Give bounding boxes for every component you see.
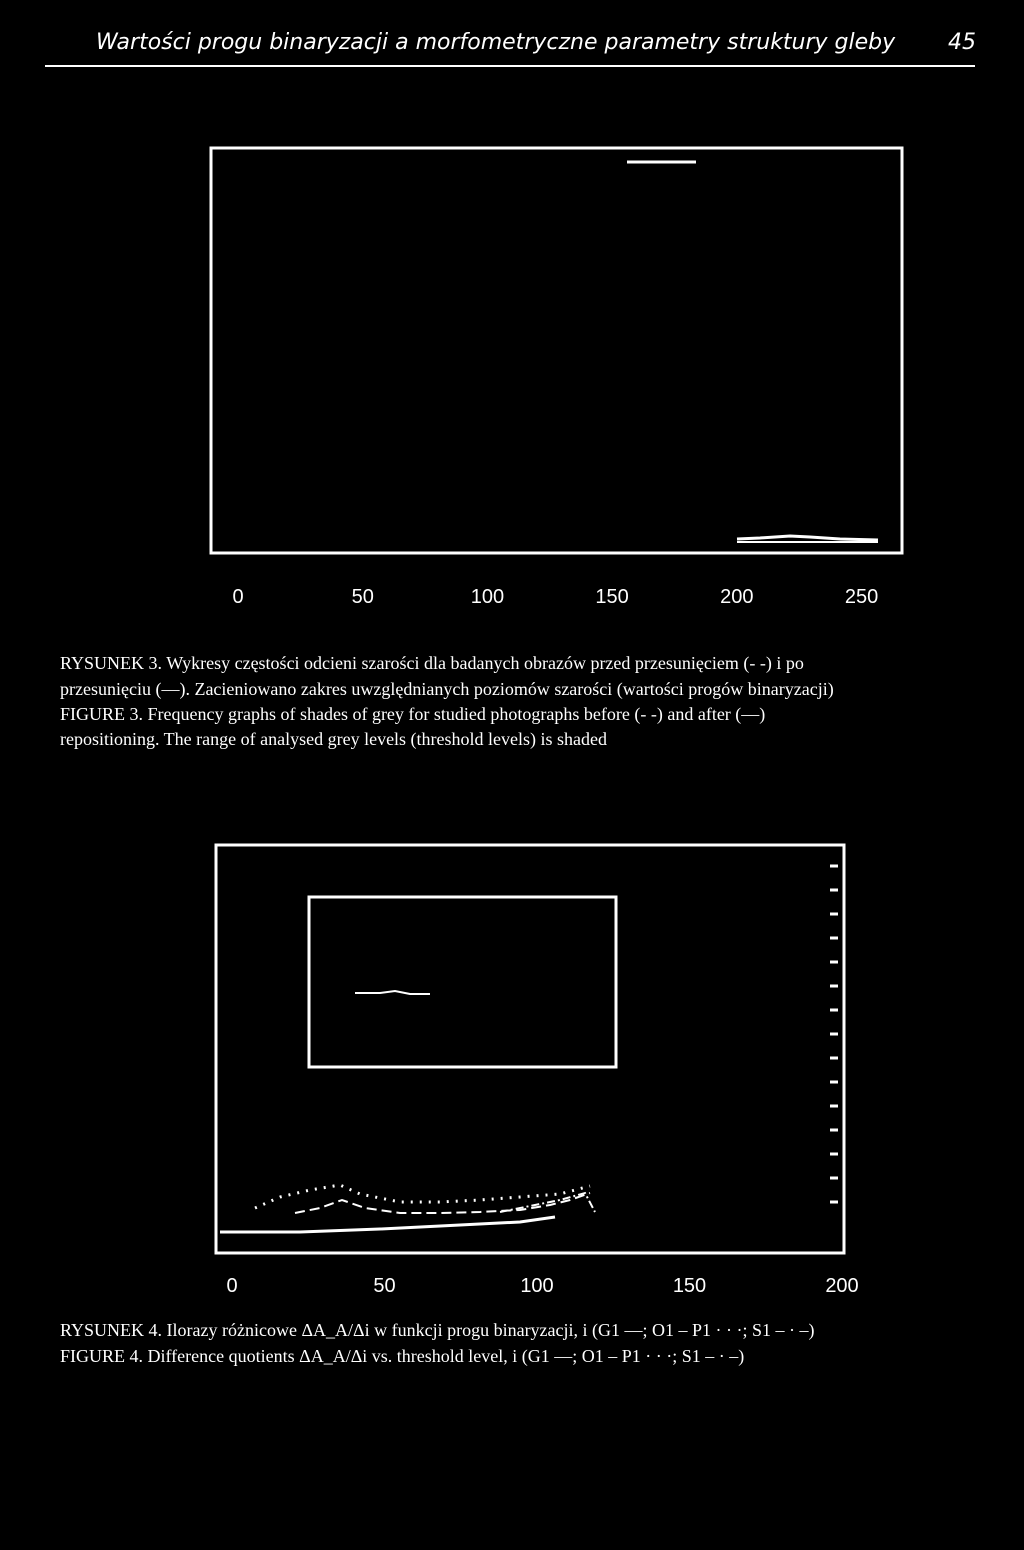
fig4-series-g1 — [220, 1217, 555, 1232]
fig4-tick-label-0: 0 — [226, 1275, 238, 1297]
fig3-bottom-trace — [737, 536, 878, 540]
fig3-tick-label-1: 50 — [351, 586, 374, 608]
fig3-tick-label-4: 200 — [720, 586, 754, 608]
fig4-series-p1 — [255, 1185, 590, 1208]
fig4-x-ticks — [226, 1275, 858, 1297]
fig4-tick-label-3: 150 — [672, 1275, 707, 1297]
fig3-plot-frame — [211, 148, 902, 553]
fig4-caption-pl: RYSUNEK 4. Ilorazy różnicowe ΔA_A/Δi w funkcji progu binaryzacji, i (G1 —; O1 – P1 · · ·; S1 – · –) — [60, 1320, 815, 1340]
page-number: 45 — [948, 30, 976, 55]
fig3-tick-label-5: 250 — [844, 586, 879, 608]
fig4-tick-label-2: 100 — [520, 1275, 554, 1297]
running-title: Wartości progu binaryzacji a morfometryczne parametry struktury gleby — [96, 30, 896, 55]
fig3-tick-label-0: 0 — [232, 586, 244, 608]
fig4-tick-label-4: 200 — [825, 1275, 859, 1297]
fig4-tick-label-1: 50 — [373, 1275, 396, 1297]
fig3-tick-label-3: 150 — [595, 586, 629, 608]
fig4-right-tick-marks — [830, 866, 838, 1202]
fig4-inset-frame — [309, 897, 616, 1067]
fig3-caption-pl-2: przesunięciu (—). Zacieniowano zakres uwzględnianych poziomów szarości (wartości progów binaryzacji) — [60, 679, 834, 699]
fig3-x-ticks — [232, 586, 878, 608]
fig4-inset-trace — [355, 991, 430, 994]
fig4-caption-en: FIGURE 4. Difference quotients ΔA_A/Δi vs. threshold level, i (G1 —; O1 – P1 · · ·; S1 – · –) — [60, 1346, 745, 1366]
fig3-caption-en-1: FIGURE 3. Frequency graphs of shades of grey for studied photographs before (- -) and after (—) — [60, 704, 766, 724]
fig3-caption-en-2: repositioning. The range of analysed grey levels (threshold levels) is shaded — [60, 729, 608, 749]
fig3-tick-label-2: 100 — [470, 586, 505, 608]
fig3-caption-pl-1: RYSUNEK 3. Wykresy częstości odcieni szarości dla badanych obrazów przed przesunięciem (- -) i po — [60, 653, 804, 673]
